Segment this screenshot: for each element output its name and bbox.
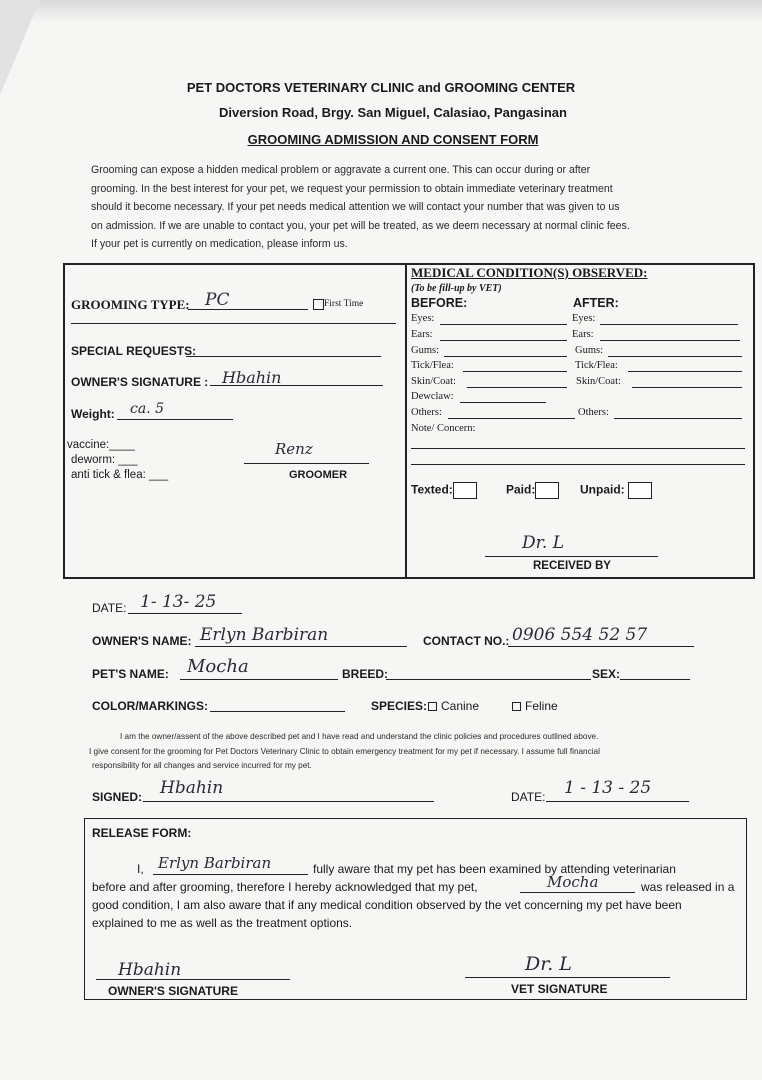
contact-label: CONTACT NO.: — [423, 634, 510, 648]
before-dewclaw-line — [460, 402, 546, 403]
after-skin-coat-line — [632, 387, 742, 388]
release-owner-signature-value: Hbahin — [118, 960, 182, 980]
consent-line: I am the owner/assent of the above described pet and I have read and understand the clinic policies and procedures outlined above. — [120, 732, 599, 741]
after-skin-coat: Skin/Coat: — [576, 376, 621, 387]
owner-signature-line — [210, 385, 383, 386]
release-line-1 — [92, 854, 742, 878]
note-concern-label: Note/ Concern: — [411, 423, 476, 434]
canine-option[interactable] — [428, 699, 479, 713]
after-eyes: Eyes: — [572, 313, 596, 324]
consent-line: I give consent for the grooming for Pet Doctors Veterinary Clinic to obtain emergency treatment for my pet if necessary. I assume full financial — [89, 746, 600, 756]
after-gums-line — [608, 356, 742, 357]
release-line-2 — [92, 873, 742, 896]
consent-date-label: DATE: — [511, 790, 546, 804]
before-others: Others: — [411, 407, 442, 418]
groomer-label: GROOMER — [289, 469, 348, 481]
color-line — [210, 711, 345, 712]
owner-name-label: OWNER'S NAME: — [92, 634, 192, 648]
special-requests-label: SPECIAL REQUESTS: — [71, 344, 197, 358]
intro-line: Grooming can expose a hidden medical problem or aggravate a current one. This can occur during or after — [91, 164, 591, 176]
after-gums: Gums: — [575, 345, 604, 356]
weight-value[interactable]: ca. 5 — [130, 401, 164, 417]
pet-name-value[interactable]: Mocha — [187, 656, 249, 677]
release-title: RELEASE FORM: — [92, 826, 192, 840]
after-eyes-line — [600, 324, 738, 325]
groomer-line — [244, 463, 369, 464]
texted-field — [411, 482, 477, 499]
clinic-address: Diversion Road, Brgy. San Miguel, Calasiao, Pangasinan — [219, 105, 567, 120]
before-tick-flea: Tick/Flea: — [411, 360, 454, 371]
before-others-line — [448, 418, 575, 419]
release-text-4: good condition, I am also aware that if any medical condition observed by the vet concerning my pet have been — [92, 898, 682, 912]
release-owner-signature-line — [96, 979, 290, 980]
intro-line: grooming. In the best interest for your pet, we request your permission to obtain immediate veterinary treatment — [91, 182, 613, 195]
after-others-line — [614, 418, 742, 419]
before-eyes-line — [440, 324, 567, 325]
after-ears: Ears: — [572, 329, 594, 340]
intro-line: If your pet is currently on medication, please inform us. — [91, 238, 348, 250]
signed-line — [143, 801, 434, 802]
release-text-5: explained to me as well as the treatment options. — [92, 916, 353, 930]
consent-text — [89, 730, 702, 774]
table-divider — [405, 264, 407, 577]
canine-checkbox[interactable] — [428, 702, 437, 711]
date-label: DATE: — [92, 601, 127, 615]
feline-option[interactable] — [512, 699, 558, 713]
release-i-label: I, — [137, 862, 144, 876]
after-others: Others: — [578, 407, 609, 418]
color-label: COLOR/MARKINGS: — [92, 699, 208, 713]
note-line-2 — [411, 464, 745, 465]
consent-date-line — [546, 801, 689, 802]
before-tick-flea-line — [463, 371, 567, 372]
species-label: SPECIES: — [371, 699, 428, 713]
first-time-label: First Time — [324, 299, 364, 309]
release-text-3: was released in a — [641, 880, 735, 894]
paid-label: Paid: — [506, 482, 536, 497]
release-pet-line — [520, 892, 635, 893]
unpaid-label: Unpaid: — [580, 482, 625, 497]
consent-date-value[interactable]: 1 - 13 - 25 — [564, 778, 652, 798]
after-tick-flea: Tick/Flea: — [575, 360, 618, 371]
after-ears-line — [600, 340, 740, 341]
contact-value[interactable]: 0906 554 52 57 — [512, 625, 648, 645]
canine-label: Canine — [441, 699, 480, 713]
received-by-label: RECEIVED BY — [533, 560, 611, 572]
texted-checkbox[interactable] — [453, 482, 477, 499]
note-line-1 — [411, 448, 745, 449]
before-gums-line — [444, 356, 567, 357]
before-skin-coat-line — [467, 387, 567, 388]
owner-signature-label: OWNER'S SIGNATURE : — [71, 375, 209, 389]
weight-line — [117, 419, 233, 420]
scan-top-shadow — [0, 0, 762, 22]
breed-line — [386, 679, 591, 680]
before-ears: Ears: — [411, 329, 433, 340]
before-dewclaw: Dewclaw: — [411, 391, 454, 402]
texted-label: Texted: — [411, 482, 453, 497]
owner-name-line — [195, 646, 407, 647]
owner-signature-value: Hbahin — [222, 368, 282, 387]
deworm-label: deworm: ___ — [71, 454, 138, 466]
unpaid-checkbox[interactable] — [628, 482, 652, 499]
release-owner-signature-label: OWNER'S SIGNATURE — [108, 984, 238, 998]
pet-name-line — [180, 679, 338, 680]
special-requests-line — [186, 356, 381, 357]
release-text-1: fully aware that my pet has been examined by attending veterinarian — [313, 862, 676, 876]
received-by-line — [485, 556, 658, 557]
release-pet-value[interactable]: Mocha — [547, 873, 599, 891]
form-title: GROOMING ADMISSION AND CONSENT FORM — [247, 132, 539, 147]
contact-line — [508, 646, 694, 647]
signed-label: SIGNED: — [92, 790, 143, 804]
release-owner-line — [153, 874, 308, 875]
groomer-value: Renz — [275, 440, 313, 458]
intro-paragraph — [91, 161, 711, 254]
release-text-2: before and after grooming, therefore I hereby acknowledged that my pet, — [92, 880, 478, 894]
release-owner-value[interactable]: Erlyn Barbiran — [158, 854, 272, 872]
owner-name-value[interactable]: Erlyn Barbiran — [200, 625, 329, 645]
feline-checkbox[interactable] — [512, 702, 521, 711]
paid-field — [506, 482, 559, 499]
received-by-value: Dr. L — [522, 533, 564, 553]
vet-signature-line — [465, 977, 670, 978]
after-label: AFTER: — [573, 296, 619, 310]
date-value[interactable]: 1- 13- 25 — [140, 592, 217, 612]
before-eyes: Eyes: — [411, 313, 435, 324]
unpaid-field — [580, 482, 652, 499]
vaccine-label: vaccine:____ — [67, 439, 135, 451]
before-gums: Gums: — [411, 345, 440, 356]
grooming-type-value[interactable]: PC — [205, 290, 230, 310]
tick-flea-label: anti tick & flea: ___ — [71, 469, 169, 481]
before-ears-line — [440, 340, 567, 341]
signed-value: Hbahin — [160, 778, 224, 798]
date-line — [128, 613, 242, 614]
weight-label: Weight: — [71, 407, 115, 421]
vet-signature-label: VET SIGNATURE — [511, 982, 608, 996]
breed-label: BREED: — [342, 667, 389, 681]
after-tick-flea-line — [628, 371, 742, 372]
before-skin-coat: Skin/Coat: — [411, 376, 456, 387]
consent-line: responsibility for all changes and service incurred for my pet. — [92, 761, 312, 770]
medical-title: MEDICAL CONDITION(S) OBSERVED: — [411, 265, 648, 280]
clinic-name: PET DOCTORS VETERINARY CLINIC and GROOMING CENTER — [186, 80, 576, 95]
grooming-type-label: GROOMING TYPE: — [71, 297, 190, 312]
vet-signature-value: Dr. L — [525, 953, 572, 975]
first-time-checkbox[interactable] — [313, 299, 324, 310]
sex-line — [620, 679, 690, 680]
medical-subtitle: (To be fill-up by VET) — [411, 283, 502, 294]
pet-name-label: PET'S NAME: — [92, 667, 169, 681]
intro-line: should it become necessary. If your pet needs medical attention we will contact your number that was given to us — [91, 201, 620, 213]
intro-line: on admission. If we are unable to contact you, your pet will be treated, as we deem necessary at normal clinic fees. — [91, 219, 630, 232]
release-text — [92, 854, 742, 932]
sex-label: SEX: — [592, 667, 621, 681]
paid-checkbox[interactable] — [535, 482, 559, 499]
before-label: BEFORE: — [411, 296, 468, 310]
feline-label: Feline — [525, 699, 558, 713]
grooming-type-line-2 — [71, 323, 396, 324]
